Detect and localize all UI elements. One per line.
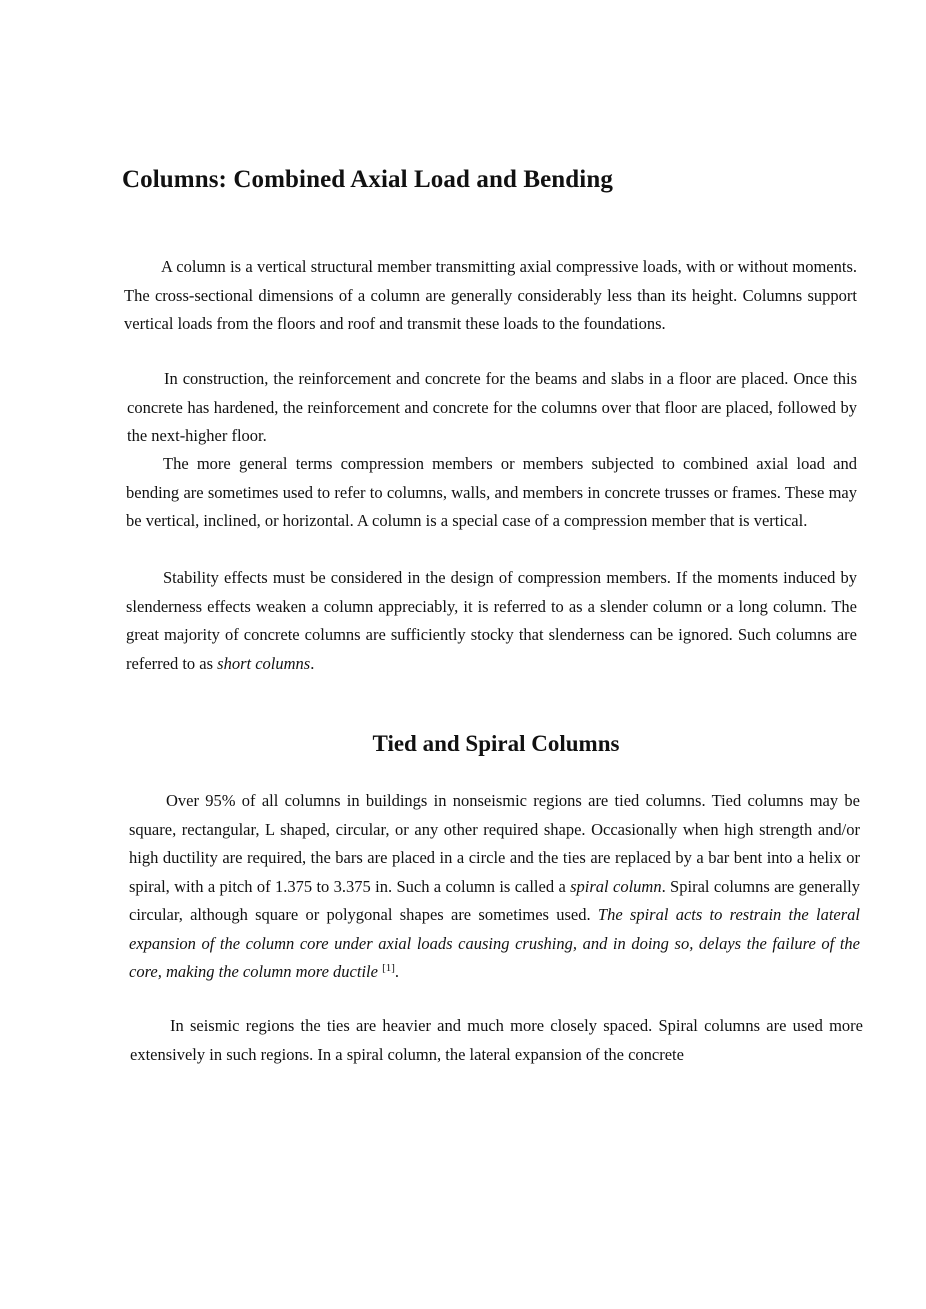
paragraph-seismic-regions [130, 1012, 863, 1069]
paragraph-text [129, 787, 860, 987]
emphasis-spiral-column: spiral column [570, 876, 662, 896]
paragraph-part-1: Over 95% of all columns in buildings in nonseismic regions are tied columns. Tied columns may be square, rectangular, L shaped, circular, or any other required shape. Occasionally when high strength and/or high ductility are required, the bars are placed in a circle and the ties are replaced by a bar bent into a helix or spiral, with a pitch of 1.375 to 3.375 in. Such a column is called a [129, 791, 860, 896]
paragraph-text: The more general terms compression members or members subjected to combined axial load and bending are sometimes used to refer to columns, walls, and members in concrete trusses or frames. These may be vertical, inclined, or horizontal. A column is a special case of a compression member that is vertical. [126, 454, 857, 530]
paragraph-text-after: . [310, 653, 315, 673]
paragraph-text: In seismic regions the ties are heavier and much more closely spaced. Spiral columns are used more extensively in such regions. In a spiral column, the lateral expansion of the concrete [130, 1016, 863, 1064]
page-title: Columns: Combined Axial Load and Bending [122, 166, 613, 193]
paragraph-stability [126, 564, 857, 678]
paragraph-text: A column is a vertical structural member transmitting axial compressive loads, with or without moments. The cross-sectional dimensions of a column are generally considerably less than its height. Columns support vertical loads from the floors and roof and transmit these loads to the foundations. [124, 257, 857, 333]
emphasis-spiral-function: The spiral acts to restrain the lateral expansion of the column core under axial loads causing crushing, and in doing so, delays the failure of the core, making the column more ductile [129, 905, 860, 981]
section-heading: Tied and Spiral Columns [372, 731, 620, 756]
reference-marker: [1] [382, 962, 395, 974]
paragraph-column-definition [124, 253, 857, 339]
paragraph-text: In construction, the reinforcement and concrete for the beams and slabs in a floor are placed. Once this concrete has hardened, the reinforcement and concrete for the columns over that floor are placed, followed by the next-higher floor. [127, 369, 857, 445]
paragraph-compression-members [126, 450, 857, 536]
emphasis-short-columns: short columns [217, 653, 311, 673]
paragraph-construction [127, 365, 857, 451]
paragraph-text [126, 564, 857, 678]
paragraph-tied-columns [129, 787, 860, 987]
paragraph-part-2: . Spiral columns are generally circular, although square or polygonal shapes are sometimes used. [129, 876, 860, 924]
paragraph-text-before: Stability effects must be considered in the design of compression members. If the moments induced by slenderness effects weaken a column appreciably, it is referred to as a slender column or a long column. The great majority of concrete columns are sufficiently stocky that slenderness can be ignored. Such columns are referred to as [126, 568, 857, 673]
paragraph-part-3: . [394, 962, 400, 981]
